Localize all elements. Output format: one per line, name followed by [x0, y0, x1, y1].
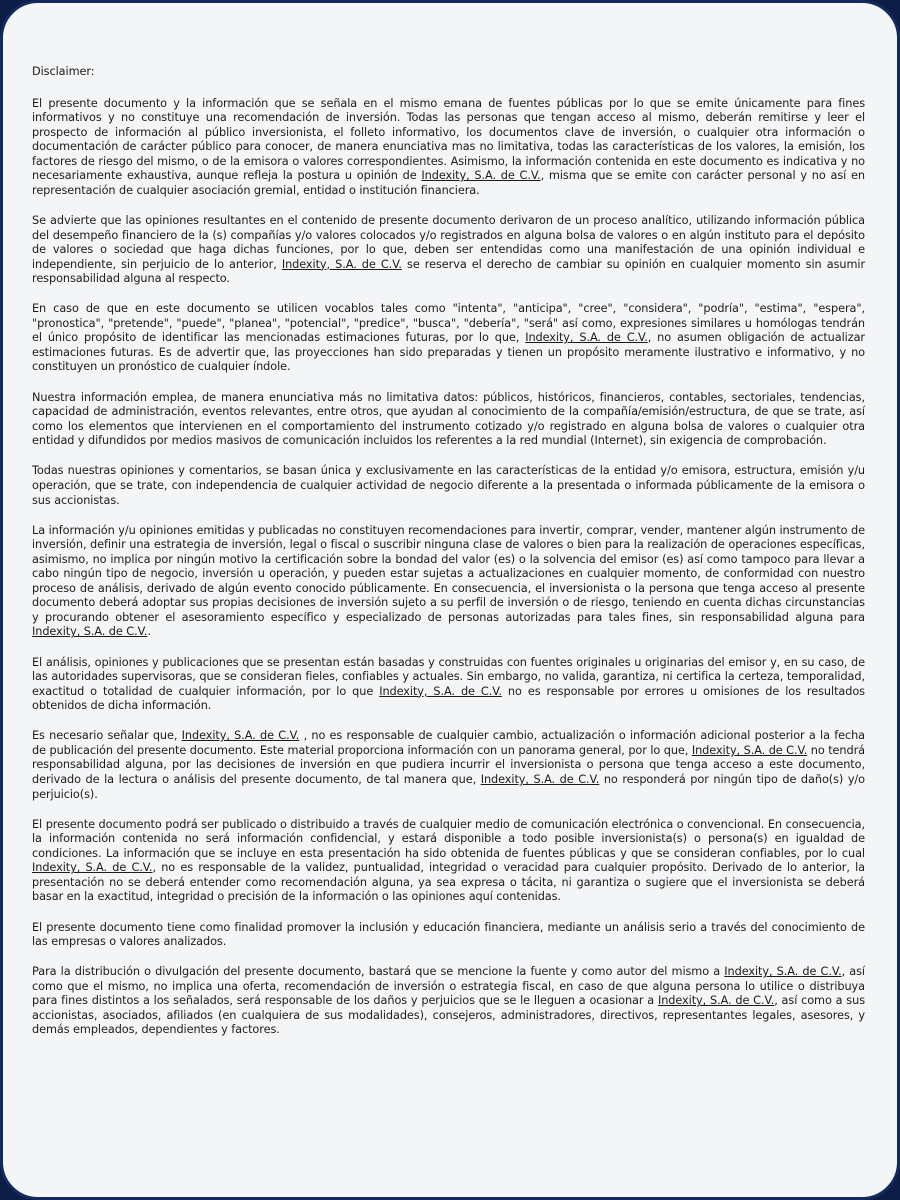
disclaimer-paragraphs [32, 97, 865, 1038]
paragraph-text: Es necesario señalar que, [32, 729, 182, 743]
paragraph-text: , así como que el mismo, no implica una oferta, recomendación de inversión o estrategia fiscal, en caso de que alguna persona lo utilice o distribuya para fines distintos a los señalados, será responsable de los daños y perjuicios que se le lleguen a ocasionar a [32, 965, 865, 1008]
company-name-link[interactable]: Indexity, S.A. de C.V. [480, 773, 600, 787]
disclaimer-paragraph [32, 302, 865, 375]
paragraph-text: no tendrá responsabilidad alguna, por las decisiones de inversión en que pudiera incurrir el inversionista o persona que tenga acceso a este documento, derivado de la lectura o análisis del presente documento, de tal manera que, [32, 743, 865, 787]
paragraph-text: . [147, 625, 151, 639]
disclaimer-heading: Disclaimer: [32, 65, 95, 78]
company-name-link[interactable]: Indexity, S.A. de C.V. [525, 331, 648, 345]
disclaimer-paragraph [32, 214, 865, 287]
paragraph-text: Todas nuestras opiniones y comentarios, se basan única y exclusivamente en las características de la entidad y/o emisora, estructura, emisión y/u operación, que se trate, con independencia de cualquier actividad de negocio diferente a la presentada o informada públicamente de la emisora o sus accionistas. [32, 464, 865, 507]
company-name-link[interactable]: Indexity, S.A. de C.V. [724, 965, 842, 979]
paragraph-text: Se advierte que las opiniones resultantes en el contenido de presente documento derivaron de un proceso analítico, utilizando información pública del desempeño financiero de la (s) compañías y/o valores colocados y/o registrados en alguna bolsa de valores o en algún instituto para el depósito de valores o sociedad que haga dichas funciones, por lo que, deben ser entendidas como una manifestación de una opinión individual e independiente, sin perjuicio de lo anterior, [32, 213, 865, 271]
paragraph-text: Nuestra información emplea, de manera enunciativa más no limitativa datos: públicos, históricos, financieros, contables, sectoriales, tendencias, capacidad de administración, eventos relevantes, entre otros, que ayudan al conocimiento de la compañía/emisión/estructura, de que se trate, así como los elementos que intervienen en el comportamiento del instrumento cotizado y/o registrado en alguna bolsa de valores o cualquier otra entidad y difundidos por medios masivos de comunicación incluidos los referentes a la red mundial (Internet), sin exigencia de comprobación. [32, 390, 865, 448]
company-name-link[interactable]: Indexity, S.A. de C.V. [281, 257, 402, 271]
company-name-link[interactable]: Indexity, S.A. de C.V. [421, 169, 541, 183]
disclaimer-paragraph [32, 818, 865, 905]
company-name-link[interactable]: Indexity, S.A. de C.V. [32, 861, 153, 875]
disclaimer-paragraph [32, 965, 865, 1038]
paragraph-text: , así como a sus accionistas, asociados, afiliados (en cualquiera de sus modalidades), consejeros, administradores, directivos, representantes legales, asesores, y demás empleados, dependientes y factores. [32, 994, 865, 1037]
paragraph-text: En caso de que en este documento se utilicen vocablos tales como "intenta", "anticipa", "cree", "considera", "podría", "estima", "espera", "pronostica", "pretende", "puede", "planea", "potencial", "predice", "busca", "debería", "será" así como, expresiones similares u homólogas tendrán el único propósito de identificar las mencionadas estimaciones futuras, por lo que, [32, 302, 865, 345]
disclaimer-paragraph [32, 656, 865, 714]
disclaimer-body [32, 65, 865, 1054]
paragraph-text: no responderá por ningún tipo de daño(s) y/o perjuicio(s). [32, 773, 865, 801]
paragraph-text: La información y/u opiniones emitidas y publicadas no constituyen recomendaciones para invertir, comprar, vender, mantener algún instrumento de inversión, definir una estrategia de inversión, legal o fiscal o suscribir ninguna clase de valores o bien para la realización de operaciones específicas, asimismo, no implica por ningún motivo la certificación sobre la bondad del valor (es) o la solvencia del emisor (es) así como tampoco para llevar a cabo ningún tipo de negocio, inversión u operación, y pueden estar sujetas a actualizaciones en cualquier momento, de conformidad con nuestro proceso de análisis, derivado de algún evento conocido públicamente. En consecuencia, el inversionista o la persona que tenga acceso al presente documento deberá adoptar sus propias decisiones de inversión sujeto a su perfil de inversión o de riesgo, teniendo en cuenta dichas circunstancias y procurando obtener el asesoramiento específico y especializado de personas autorizadas para tales fines, sin responsabilidad alguna para [32, 523, 865, 624]
paragraph-text: El presente documento podrá ser publicado o distribuido a través de cualquier medio de comunicación electrónica o convencional. En consecuencia, la información contenida no será información confidencial, y estará disponible a todo posible inversionista(s) o persona(s) en igualdad de condiciones. La información que se incluye en esta presentación ha sido obtenida de fuentes públicas y que se consideran confiables, por lo cual [32, 817, 865, 860]
disclaimer-paragraph [32, 391, 865, 449]
company-name-link[interactable]: Indexity, S.A. de C.V. [657, 994, 775, 1008]
paragraph-text: Para la distribución o divulgación del presente documento, bastará que se mencione la fuente y como autor del mismo a [32, 965, 725, 979]
disclaimer-paragraph [32, 97, 865, 199]
company-name-link[interactable]: Indexity, S.A. de C.V. [181, 729, 300, 743]
paragraph-text: El presente documento y la información que se señala en el mismo emana de fuentes públicas por lo que se emite únicamente para fines informativos y no constituye una recomendación de inversión. Todas las personas que tengan acceso al mismo, deberán remitirse y leer el prospecto de información al público inversionista, el folleto informativo, los documentos clave de inversión, o cualquier otra información o documentación de carácter público para conocer, de manera enunciativa mas no limitativa, todas las características de los valores, la emisión, los factores de riesgo del mismo, o de la emisora o valores correspondientes. Asimismo, la información contenida en este documento es indicativa y no necesariamente exhaustiva, aunque refleja la postura u opinión de [32, 96, 865, 183]
disclaimer-paragraph [32, 921, 865, 950]
company-name-link[interactable]: Indexity, S.A. de C.V. [691, 743, 808, 757]
disclaimer-paragraph [32, 729, 865, 802]
paragraph-text: , no es responsable de la validez, puntualidad, integridad o veracidad para cualquier propósito. Derivado de lo anterior, la presentación no se deberá entender como recomendación alguna, ya sea expresa o tácita, ni garantiza o sugiere que el inversionista se deberá basar en la exactitud, integridad o precisión de la información o las opiniones aquí contenidas. [32, 861, 865, 904]
paragraph-text: El análisis, opiniones y publicaciones que se presentan están basadas y construidas con fuentes originales u originarias del emisor y, en su caso, de las autoridades supervisoras, que se consideran fieles, confiables y actuales. Sin embargo, no valida, garantiza, ni certifica la certeza, temporalidad, exactitud o totalidad de cualquier información, por lo que [32, 655, 865, 698]
disclaimer-paragraph [32, 464, 865, 508]
paragraph-text: se reserva el derecho de cambiar su opinión en cualquier momento sin asumir responsabilidad alguna al respecto. [32, 257, 866, 286]
paragraph-text: no es responsable por errores u omisiones de los resultados obtenidos de dicha información. [32, 684, 865, 713]
paragraph-text: El presente documento tiene como finalidad promover la inclusión y educación financiera, mediante un análisis serio a través del conocimiento de las empresas o valores analizados. [32, 920, 865, 949]
paragraph-text: , no asumen obligación de actualizar estimaciones futuras. Es de advertir que, las proyecciones han sido preparadas y tienen un propósito meramente ilustrativo e informativo, y no constituyen un pronóstico de cualquier índole. [32, 331, 865, 374]
paragraph-text: , no es responsable de cualquier cambio, actualización o información adicional posterior a la fecha de publicación del presente documento. Este material proporciona información con un panorama general, por lo que, [32, 729, 866, 757]
disclaimer-paragraph [32, 524, 865, 640]
company-name-link[interactable]: Indexity, S.A. de C.V. [32, 625, 148, 639]
company-name-link[interactable]: Indexity, S.A. de C.V. [379, 684, 502, 698]
paragraph-text: , misma que se emite con carácter personal y no así en representación de cualquier asociación gremial, entidad o institución financiera. [32, 169, 865, 197]
